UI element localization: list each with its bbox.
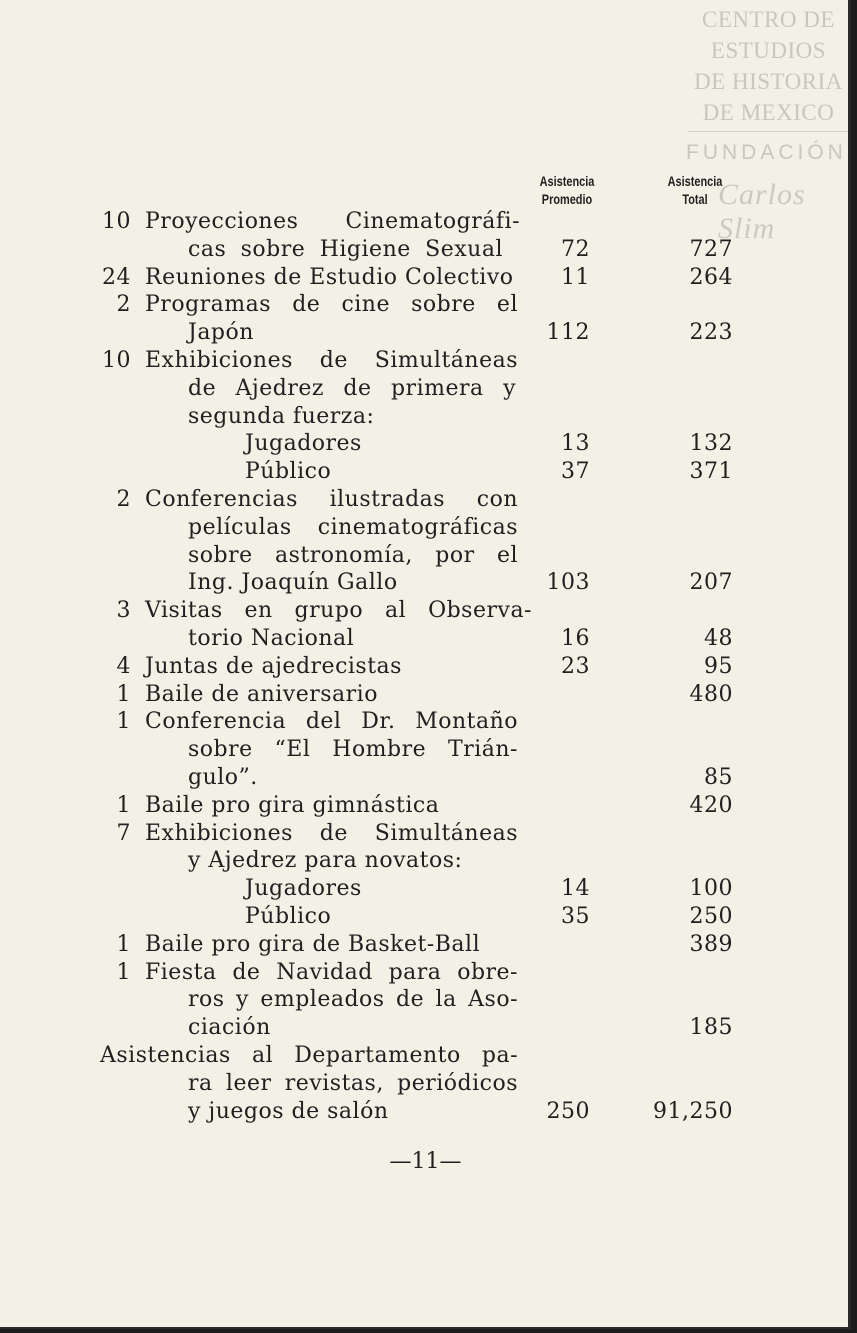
event-description: y juegos de salón	[188, 1098, 389, 1124]
event-count: 24	[102, 264, 131, 290]
total-attendance-value: 95	[704, 653, 733, 679]
event-count: 1	[116, 792, 131, 818]
table-row	[0, 514, 851, 542]
watermark-line: DE HISTORIA	[694, 69, 843, 94]
event-description: Reuniones de Estudio Colectivo	[145, 264, 514, 290]
average-attendance-value: 72	[561, 236, 590, 262]
table-row	[0, 291, 851, 319]
average-attendance-value: 13	[561, 431, 590, 457]
table-row	[0, 486, 851, 514]
table-row	[0, 625, 851, 653]
average-attendance-value: 35	[561, 904, 590, 929]
table-row	[0, 736, 851, 764]
event-description: y Ajedrez para novatos:	[188, 848, 463, 874]
total-attendance-header	[652, 172, 738, 208]
event-description: sobre astronomía, por el	[188, 542, 518, 568]
event-description: Japón	[188, 320, 254, 346]
event-count: 10	[102, 209, 131, 234]
event-description: torio Nacional	[188, 626, 355, 651]
table-row	[0, 764, 851, 792]
event-description: Público	[245, 904, 332, 929]
event-count: 10	[102, 348, 131, 373]
total-attendance-value: 480	[689, 681, 733, 707]
table-row	[0, 1014, 851, 1042]
table-row	[0, 931, 851, 959]
table-row	[0, 597, 851, 625]
watermark-line: CENTRO DE	[702, 7, 835, 32]
event-count: 4	[116, 653, 131, 679]
total-attendance-value: 132	[689, 431, 733, 457]
event-description: Ing. Joaquín Gallo	[188, 570, 398, 596]
event-description: películas cinematográficas	[188, 514, 518, 540]
event-description: Juntas de ajedrecistas	[145, 653, 402, 679]
total-attendance-value: 420	[689, 792, 733, 818]
event-description: ros y empleados de la Aso-	[188, 987, 518, 1013]
event-description: ciación	[188, 1015, 271, 1041]
header-line: Asistencia	[539, 173, 595, 189]
event-description: Asistencias al Departamento pa-	[100, 1043, 518, 1068]
table-row	[0, 681, 851, 709]
event-description: cas sobre Higiene Sexual	[188, 236, 503, 262]
table-row	[0, 319, 851, 347]
table-row	[0, 875, 851, 903]
event-description: Jugadores	[245, 876, 362, 902]
average-attendance-value: 103	[546, 570, 590, 596]
event-count: 1	[116, 681, 131, 707]
event-count: 3	[116, 598, 131, 624]
total-attendance-value: 727	[689, 236, 733, 262]
table-row	[0, 542, 851, 570]
total-attendance-value: 85	[704, 765, 733, 790]
event-count: 7	[116, 820, 131, 846]
table-row	[0, 959, 851, 987]
event-description: Programas de cine sobre el	[145, 292, 518, 318]
total-attendance-value: 223	[689, 320, 733, 346]
table-row	[0, 458, 851, 486]
total-attendance-value: 371	[689, 459, 733, 485]
event-description: Exhibiciones de Simultáneas	[145, 348, 518, 373]
average-attendance-value: 11	[561, 264, 590, 290]
total-attendance-value: 250	[689, 904, 733, 929]
event-count: 2	[116, 292, 131, 318]
event-description: Exhibiciones de Simultáneas	[145, 820, 518, 846]
table-row	[0, 375, 851, 403]
table-row	[0, 847, 851, 875]
average-attendance-value: 37	[561, 459, 590, 485]
watermark-line: ESTUDIOS	[710, 38, 827, 63]
total-attendance-value: 264	[689, 264, 733, 290]
average-attendance-value: 112	[546, 320, 590, 346]
event-description: Baile de aniversario	[145, 681, 378, 707]
average-attendance-value: 250	[546, 1098, 590, 1124]
table-row	[0, 236, 851, 264]
total-attendance-value: 91,250	[653, 1098, 733, 1124]
table-row	[0, 1098, 851, 1126]
watermark-foundation: FUNDACIÓN	[686, 141, 847, 164]
table-row	[0, 653, 851, 681]
event-description: gulo”.	[188, 765, 258, 790]
average-attendance-value: 16	[561, 626, 590, 651]
page-number: —11—	[389, 1149, 462, 1174]
event-count: 1	[116, 959, 131, 985]
watermark-divider	[688, 131, 848, 132]
table-row	[0, 903, 851, 931]
total-attendance-value: 185	[689, 1015, 733, 1041]
table-row	[0, 1070, 851, 1098]
total-attendance-value: 389	[689, 931, 733, 957]
total-attendance-value: 48	[704, 626, 733, 651]
event-description: Conferencia del Dr. Montaño	[145, 709, 518, 735]
watermark-signature: Carlos Slim	[718, 178, 806, 245]
event-description: Baile pro gira de Basket-Ball	[145, 931, 481, 957]
header-line: Asistencia	[667, 173, 723, 189]
watermark-line: DE MEXICO	[702, 100, 835, 125]
total-attendance-value: 100	[689, 876, 733, 902]
table-row	[0, 569, 851, 597]
event-description: Proyecciones Cinematográfi-	[145, 209, 520, 234]
table-row	[0, 208, 851, 236]
average-attendance-value: 14	[561, 876, 590, 902]
table-row	[0, 986, 851, 1014]
event-description: Público	[245, 459, 332, 485]
average-attendance-header	[524, 172, 610, 208]
table-row	[0, 403, 851, 431]
event-count: 2	[116, 487, 131, 512]
event-description: Baile pro gira gimnástica	[145, 792, 440, 818]
header-line: Total	[682, 191, 708, 207]
table-row	[0, 430, 851, 458]
table-row	[0, 792, 851, 820]
event-description: segunda fuerza:	[188, 403, 375, 429]
table-row	[0, 264, 851, 292]
table-row	[0, 820, 851, 848]
event-description: ra leer revistas, periódicos	[188, 1070, 518, 1096]
event-description: Jugadores	[245, 431, 362, 457]
table-row	[0, 1042, 851, 1070]
total-attendance-value: 207	[689, 570, 733, 596]
table-row	[0, 708, 851, 736]
event-description: Fiesta de Navidad para obre-	[145, 959, 518, 985]
event-description: de Ajedrez de primera y	[188, 375, 516, 401]
event-count: 1	[116, 709, 131, 735]
event-description: sobre “El Hombre Trián-	[188, 737, 518, 763]
event-count: 1	[116, 931, 131, 957]
table-row	[0, 347, 851, 375]
average-attendance-value: 23	[561, 653, 590, 679]
header-line: Promedio	[541, 191, 593, 207]
event-description: Visitas en grupo al Observa-	[145, 598, 532, 624]
archive-watermark	[686, 4, 851, 128]
event-description: Conferencias ilustradas con	[145, 487, 518, 512]
